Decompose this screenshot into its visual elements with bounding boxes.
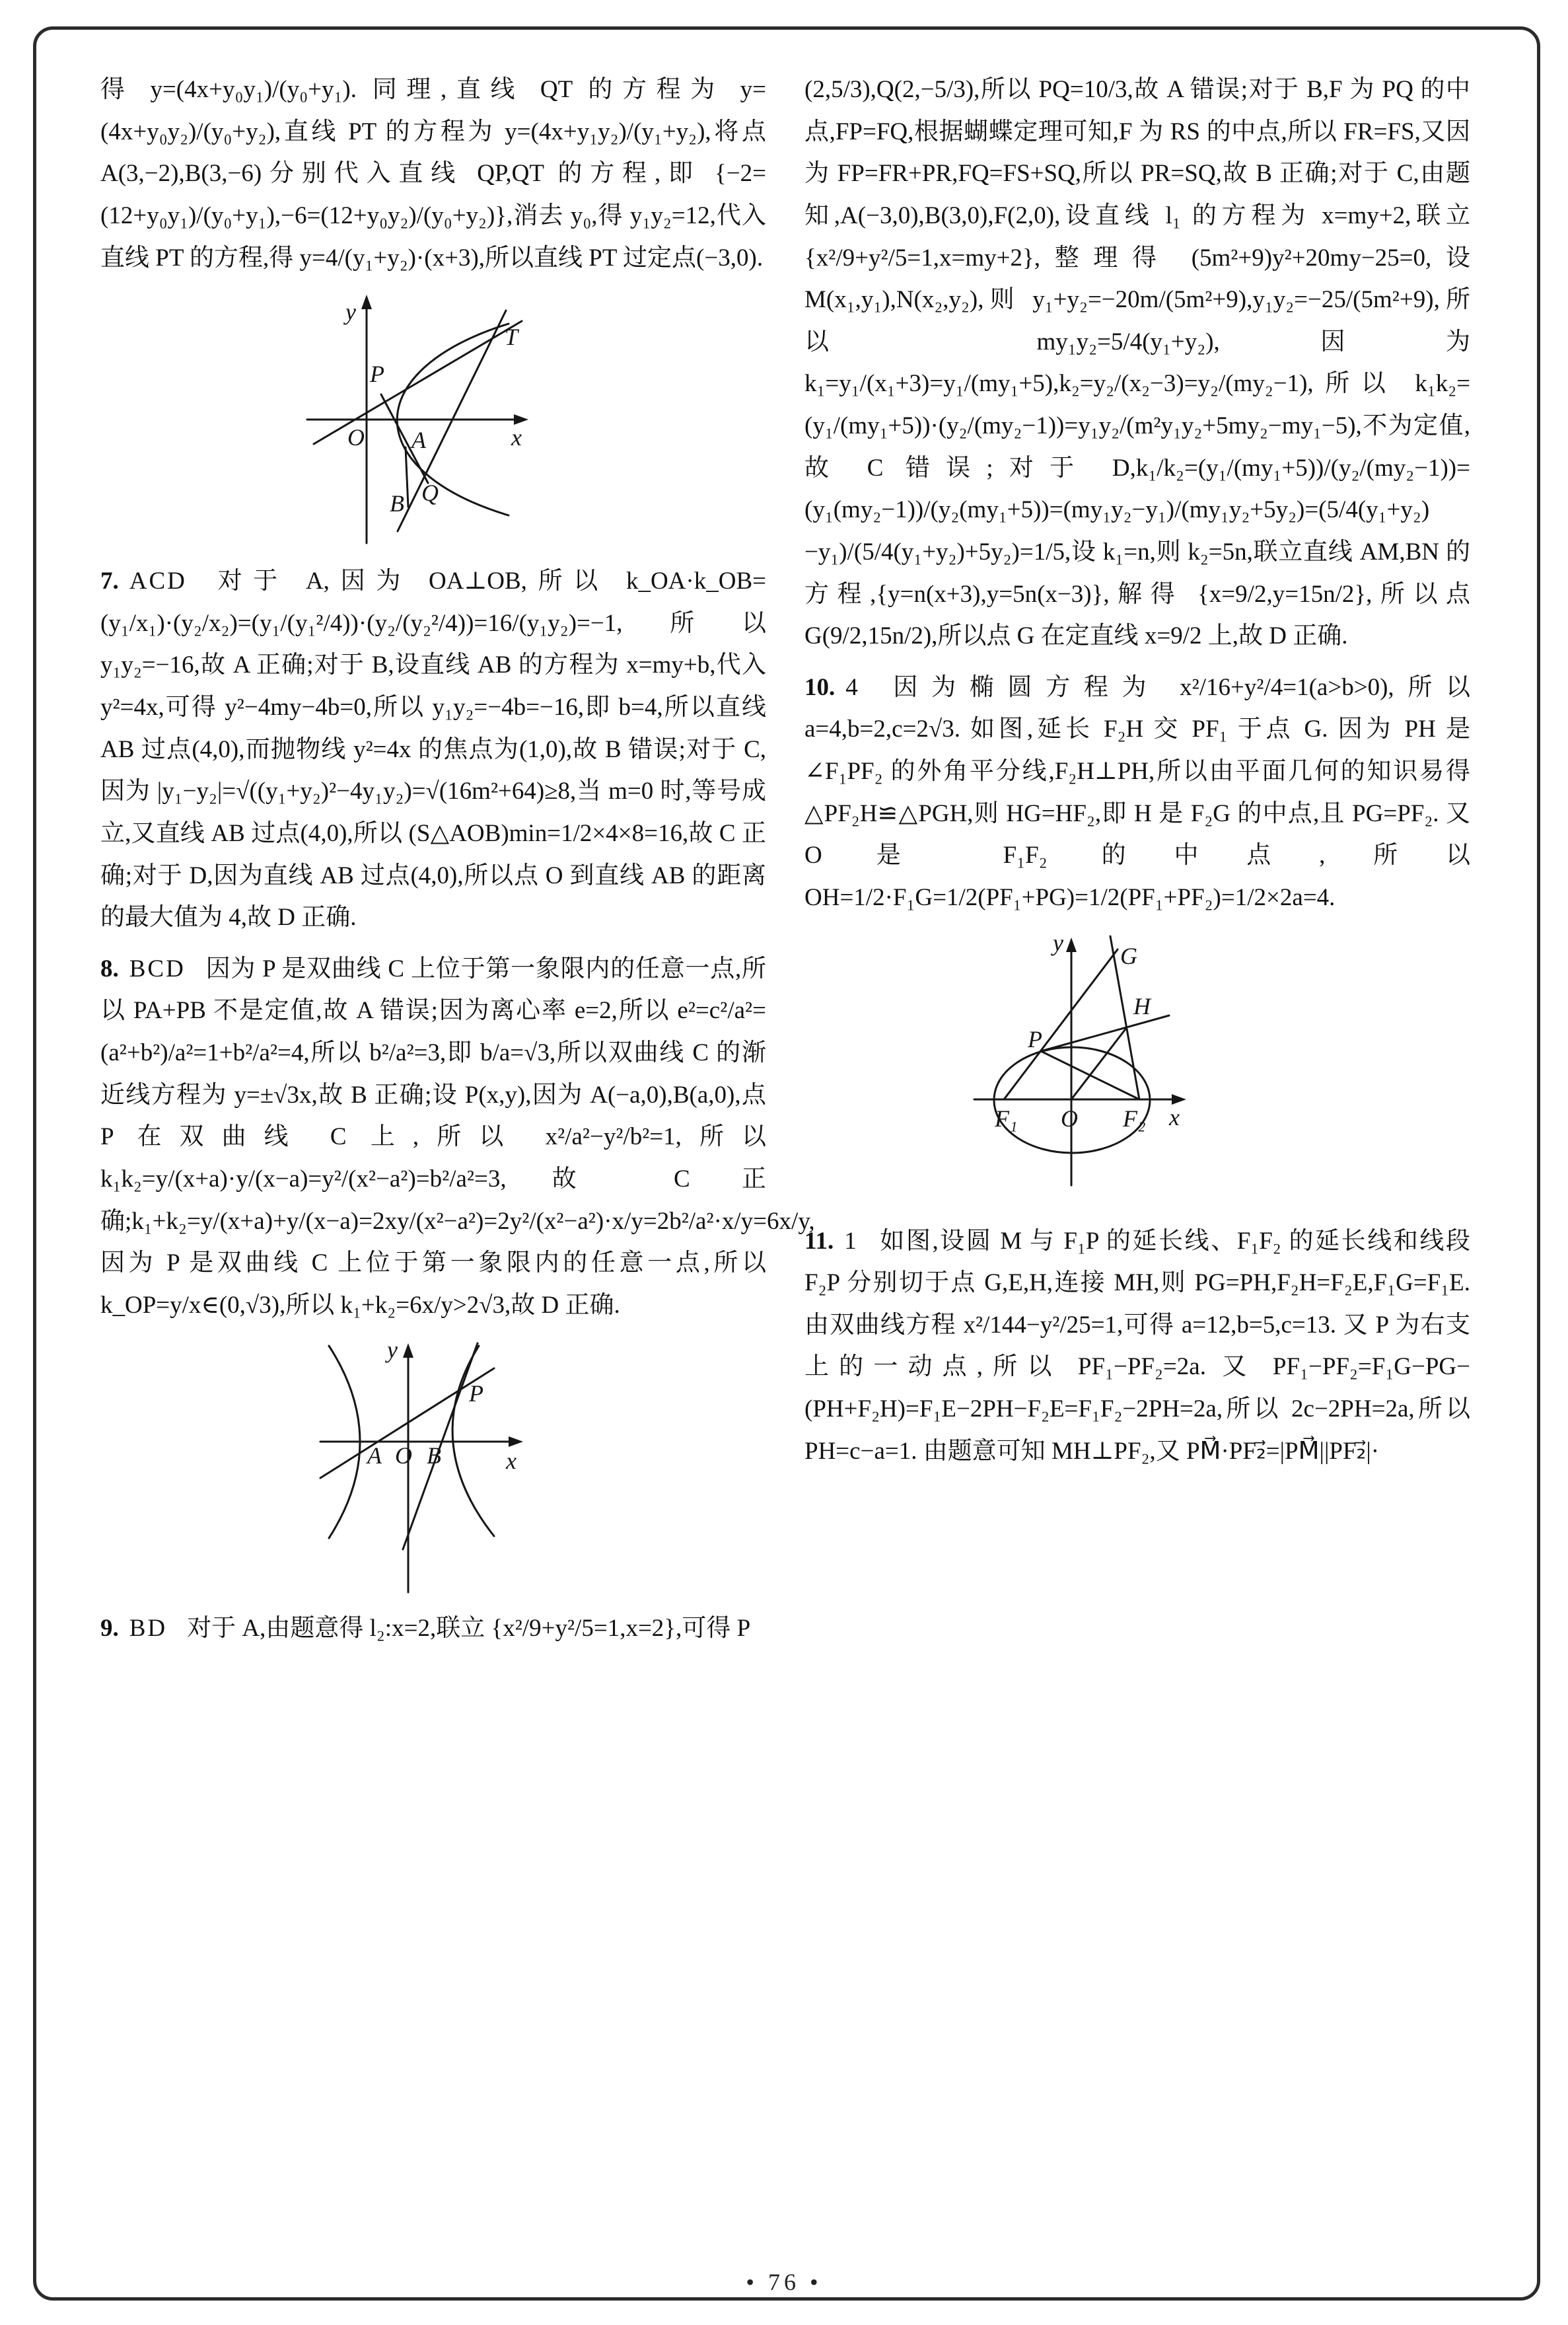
point-label-A: A [367,1442,382,1469]
problem-number: 10. [804,673,836,701]
line-T-Q [398,311,506,531]
axis-label-x: x [506,1448,517,1475]
x-axis-arrow-icon [509,1436,523,1447]
x-axis-arrow-icon [514,414,528,425]
solution-9-continued: (2,5/3),Q(2,−5/3),所以 PQ=10/3,故 A 错误;对于 B,F 为 PQ 的中点,FP=FQ,根据蝴蝶定理可知,F 为 RS 的中点,所以 FR=FS,又因为 FP=FR+PR,FQ=FS+SQ,所以 PR=SQ,故 B 正确;对于 C,由题知,A(−3,0),B(3,0),F(2,0),设直线 l₁ 的方程为 x=my+2,联立 {x²/9+y²/5=1,x=my+2},整理得 (5m²+9)y²+20my−25=0,设 M(x₁,y₁),N(x₂,y₂),则 y₁+y₂=−20m/(5m²+9),y₁y₂=−25/(5m²+9),所以 my₁y₂=5/4(y₁+y₂),因为 k₁=y₁/(x₁+3)=y₁/(my₁+5),k₂=y₂/(x₂−3)=y₂/(my₂−1),所以 k₁k₂=(y₁/(my₁+5))·(y₂/(my₂−1))=y₁y₂/(m²y₁y₂+5my₂−my₁−5),不为定值,故 C 错误;对于 D,k₁/k₂=(y₁/(my₁+5))/(y₂/(my₂−1))=(y₁(my₂−1))/(y₂(my₁+5))=(my₁y₂−y₁)/(my₁y₂+5y₂)=(5/4(y₁+y₂)−y₁)/(5/4(y₁+y₂)+5y₂)=1/5,设 k₁=n,则 k₂=5n,联立直线 AM,BN 的方程,{y=n(x+3),y=5n(x−3)},解得 {x=9/2,y=15n/2},所以点 G(9/2,15n/2),所以点 G 在定直线 x=9/2 上,故 D 正确. [804,76,1470,650]
parabola-diagram [251,291,647,548]
answer-letters: BD [129,1615,168,1642]
line-through-P-T [314,321,522,444]
left-column [100,69,815,1659]
point-label-B: B [427,1442,441,1469]
axis-label-x: x [1169,1103,1180,1130]
solution-text: 对于 A,由题意得 l₂:x=2,联立 {x²/9+y²/5=1,x=2},可得 P [187,1615,751,1642]
point-label-H: H [1133,992,1151,1019]
solution-text: 对于 A,因为 OA⊥OB,所以 k_OA·k_OB=(y₁/x₁)·(y₂/x₂)=(y₁/(y₁²/4))·(y₂/(y₂²/4))=16/(y₁y₂)=−1,所以 y₁y₂=−16,故 A 正确;对于 B,设直线 AB 的方程为 x=my+b,代入 y²=4x,可得 y²−4my−4b=0,所以 y₁y₂=−4b=−16,即 b=4,所以直线 AB 过点(4,0),而抛物线 y²=4x 的焦点为(1,0),故 B 错误;对于 C,因为 |y₁−y₂|=√((y₁+y₂)²−4y₁y₂)=√(16m²+64)≥8,当 m=0 时,等号成立,又直线 AB 过点(4,0),所以 (S△AOB)min=1/2×4×8=16,故 C 正确;对于 D,因为直线 AB 过点(4,0),所以点 O 到直线 AB 的距离的最大值为 4,故 D 正确. [100,568,766,932]
solution-7 [100,560,766,939]
segment-A-B [406,447,408,507]
axis-label-y: y [1053,930,1063,956]
point-label-P: P [1028,1025,1042,1052]
line-P-H [1041,1015,1169,1051]
point-label-O: O [1061,1105,1078,1132]
point-label-F1: F₁ [995,1105,1018,1132]
point-label-A: A [411,427,426,454]
problem-number: 11. [804,1227,834,1255]
y-axis-arrow-icon [361,295,372,309]
solution-10 [804,667,1470,919]
point-label-P: P [370,361,384,388]
answer-letters: BCD [129,955,186,982]
segment-P-F2 [1041,1051,1139,1099]
line-F1-P-G [1004,949,1118,1099]
figure-parabola [251,291,766,548]
figure-hyperbola [251,1338,766,1596]
point-label-P: P [469,1380,483,1407]
point-label-O: O [347,424,365,451]
page-number: • 76 • [746,2269,822,2295]
point-label-Q: Q [421,480,439,507]
problem-number: 7. [100,568,119,595]
point-label-T: T [505,324,518,351]
point-label-G: G [1120,942,1137,969]
point-label-B: B [390,490,404,517]
ellipse-diagram [925,931,1387,1208]
solution-9 [100,1607,766,1650]
answer-letters: ACD [129,568,187,595]
point-label-F2: F₂ [1123,1105,1146,1132]
figure-ellipse [925,931,1470,1208]
solution-11 [804,1220,1470,1473]
axis-label-y: y [345,299,356,326]
right-column [804,69,1470,1481]
solution-text: 如图,设圆 M 与 F₁P 的延长线、F₁F₂ 的延长线和线段 F₂P 分别切于点 G,E,H,连接 MH,则 PG=PH,F₂H=F₂E,F₁G=F₁E. 由双曲线方程 x²/144−y²/25=1,可得 a=12,b=5,c=13. 又 P 为右支上的一动点,所以 PF₁−PF₂=2a. 又 PF₁−PF₂=F₁G−PG−(PH+F₂H)=F₁E−2PH−F₂E=F₁F₂−2PH=2a,所以 2c−2PH=2a,所以 PH=c−a=1. 由题意可知 MH⊥PF₂,又 PM⃗·PF₂⃗=|PM⃗||PF₂⃗|· [804,1227,1470,1465]
answer-value: 1 [844,1227,859,1255]
hyperbola-diagram [251,1338,647,1596]
solution-text: 因为 P 是双曲线 C 上位于第一象限内的任意一点,所以 PA+PB 不是定值,故 A 错误;因为离心率 e=2,所以 e²=c²/a²=(a²+b²)/a²=1+b²/a²=4,所以 b²/a²=3,即 b/a=√3,所以双曲线 C 的渐近线方程为 y=±√3x,故 B 正确;设 P(x,y),因为 A(−a,0),B(a,0),点 P 在双曲线 C 上,所以 x²/a²−y²/b²=1,所以 k₁k₂=y/(x+a)·y/(x−a)=y²/(x²−a²)=b²/a²=3,故 C 正确;k₁+k₂=y/(x+a)+y/(x−a)=2xy/(x²−a²)=2y²/(x²−a²)·x/y=2b²/a²·x/y=6x/y,因为 P 是双曲线 C 上位于第一象限内的任意一点,所以 k_OP=y/x∈(0,√3),所以 k₁+k₂=6x/y>2√3,故 D 正确. [100,955,815,1319]
y-axis-arrow-icon [1066,938,1077,952]
solution-6-continued: 得 y=(4x+y₀y₁)/(y₀+y₁). 同理,直线 QT 的方程为 y=(4x+y₀y₂)/(y₀+y₂),直线 PT 的方程为 y=(4x+y₁y₂)/(y₁+y₂),将点 A(3,−2),B(3,−6)分别代入直线 QP,QT 的方程,即 {−2=(12+y₀y₁)/(y₀+y₁),−6=(12+y₀y₂)/(y₀+y₂)},消去 y₀,得 y₁y₂=12,代入直线 PT 的方程,得 y=4/(y₁+y₂)·(x+3),所以直线 PT 过定点(−3,0). [100,76,766,272]
y-axis-arrow-icon [403,1343,413,1358]
axis-label-x: x [511,424,522,451]
point-label-O: O [395,1442,412,1469]
axis-label-y: y [387,1338,398,1364]
solution-text: 因为椭圆方程为 x²/16+y²/4=1(a>b>0),所以 a=4,b=2,c=2√3. 如图,延长 F₂H 交 PF₁ 于点 G. 因为 PH 是∠F₁PF₂ 的外角平分线,F₂H⊥PH,所以由平面几何的知识易得△PF₂H≌△PGH,则 HG=HF₂,即 H 是 F₂G 的中点,且 PG=PF₂. 又 O 是 F₁F₂ 的中点,所以 OH=1/2·F₁G=1/2(PF₁+PG)=1/2(PF₁+PF₂)=1/2×2a=4. [804,673,1470,911]
problem-number: 8. [100,955,119,982]
x-axis-arrow-icon [1172,1094,1186,1105]
answer-value: 4 [845,673,860,701]
problem-number: 9. [100,1615,119,1642]
solution-8 [100,948,815,1327]
